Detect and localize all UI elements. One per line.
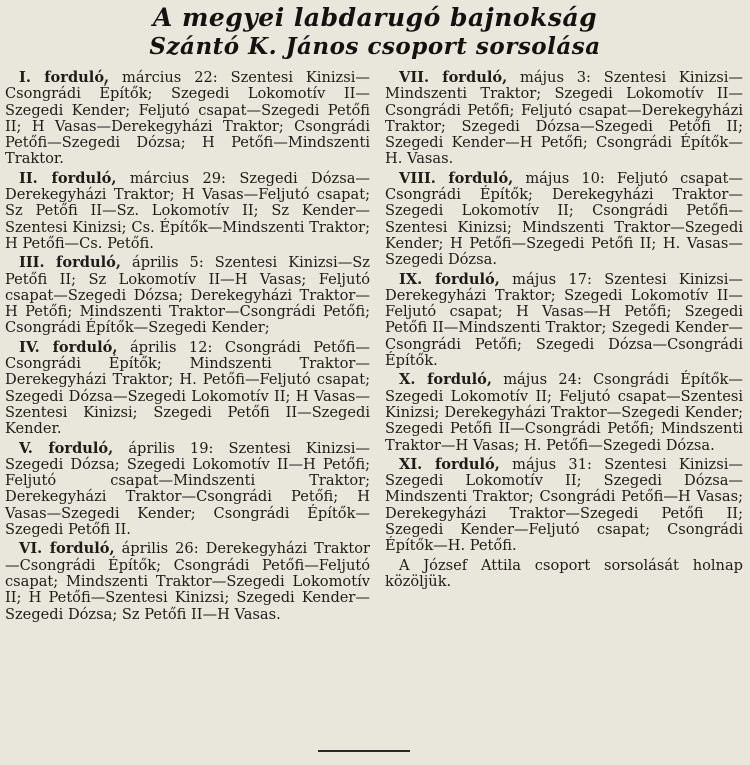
round-3 bbox=[5, 255, 370, 336]
round-4 bbox=[5, 340, 370, 438]
round-label: VII. forduló, bbox=[399, 69, 508, 86]
round-fixtures: március 22: Szentesi Kinizsi—Csongrádi Építők; Szegedi Lokomotív II—Szegedi Kender; Feljutó csapat—Szegedi Petőfi II; H Vasas—Derekegyházi Traktor; Csongrádi Petőfi—Szegedi Dózsa; H Petőfi—Mindszenti Traktor. bbox=[5, 69, 370, 168]
round-fixtures: április 26: Derekegyházi Traktor—Csongrádi Építők; Csongrádi Petőfi—Feljutó csapat; Mindszenti Traktor—Szegedi Lokomotív II; H Petőfi—Szentesi Kinizsi; Szegedi Kender—Szegedi Dózsa; Sz Petőfi II—H Vasas. bbox=[5, 540, 371, 623]
round-fixtures: május 10: Feljutó csapat—Csongrádi Építők; Derekegyházi Traktor—Szegedi Lokomotív II; Csongrádi Petőfi—Szentesi Kinizsi; Mindszenti Traktor—Szegedi Kender; H Petőfi—Szegedi Petőfi II; H. Vasas—Szegedi Dózsa. bbox=[385, 169, 743, 269]
round-1 bbox=[5, 70, 370, 168]
round-fixtures: május 24: Csongrádi Építők—Szegedi Lokomotív II; Feljutó csapat—Szentesi Kinizsi; Derekegyházi Traktor—Szegedi Kender; Szegedi Petőfi II—Csongrádi Petőfi; Mindszenti Traktor—H Vasas; H. Petőfi—Szegedi Dózsa. bbox=[385, 371, 743, 454]
round-label: VI. forduló, bbox=[19, 540, 115, 558]
round-label: II. forduló, bbox=[19, 169, 117, 187]
round-label: X. forduló, bbox=[399, 371, 492, 389]
round-9 bbox=[385, 272, 743, 370]
round-10 bbox=[385, 372, 743, 453]
round-fixtures: április 12: Csongrádi Petőfi—Csongrádi Építők; Mindszenti Traktor—Derekegyházi Traktor; H. Petőfi—Feljutó csapat; Szegedi Dózsa—Szegedi Lokomotív II; H Vasas—Szentesi Kinizsi; Szegedi Petőfi II—Szegedi Kender. bbox=[5, 338, 370, 438]
round-label: V. forduló, bbox=[19, 439, 114, 457]
round-fixtures: május 31: Szentesi Kinizsi—Szegedi Lokomotív II; Szegedi Dózsa—Mindszenti Traktor; Csongrádi Petőfi—H Vasas; Derekegyházi Traktor—Szegedi Petőfi II; Szegedi Kender—Feljutó csapat; Csongrádi Építők—H. Petőfi. bbox=[385, 455, 743, 555]
round-label: XI. forduló, bbox=[399, 455, 500, 473]
round-11 bbox=[385, 457, 743, 555]
round-fixtures: május 17: Szentesi Kinizsi—Derekegyházi Traktor; Szegedi Lokomotív II—Feljutó csapat; H Vasas—H Petőfi; Szegedi Petőfi II—Mindszenti Traktor; Szegedi Kender—Csongrádi Petőfi; Szegedi Dózsa—Csongrádi Építők. bbox=[385, 270, 743, 370]
round-label: I. forduló, bbox=[19, 69, 110, 86]
round-7 bbox=[385, 70, 743, 168]
round-fixtures: május 3: Szentesi Kinizsi—Mindszenti Traktor; Szegedi Lokomotív II—Csongrádi Petőfi; Feljutó csapat—Derekegyházi Traktor; Szegedi Dózsa—Szegedi Petőfi II; Szegedi Kender—H Petőfi; Csongrádi Építők—H. Vasas. bbox=[385, 69, 744, 168]
round-8 bbox=[385, 171, 743, 269]
round-6 bbox=[5, 541, 370, 622]
column-left bbox=[5, 70, 370, 626]
round-fixtures: április 19: Szentesi Kinizsi—Szegedi Dózsa; Szegedi Lokomotív II—H Petőfi; Feljutó csapat—Mindszenti Traktor; Derekegyházi Traktor—Csongrádi Petőfi; H Vasas—Szegedi Kender; Csongrádi Építők—Szegedi Petőfi II. bbox=[5, 439, 370, 539]
round-label: IX. forduló, bbox=[399, 270, 500, 288]
round-5 bbox=[5, 441, 370, 539]
headline-subtitle: Szántó K. János csoport sorsolása bbox=[149, 33, 601, 60]
round-fixtures: április 5: Szentesi Kinizsi—Sz Petőfi II; Sz Lokomotív II—H Vasas; Feljutó csapat—Szegedi Dózsa; Derekegyházi Traktor—H Petőfi; Mindszenti Traktor—Csongrádi Petőfi; Csongrádi Építők—Szegedi Kender; bbox=[5, 254, 370, 337]
headline-title: A megyei labdarugó bajnokság bbox=[152, 3, 598, 32]
bottom-divider bbox=[318, 750, 410, 752]
closing-note: A József Attila csoport sorsolását holnap közöljük. bbox=[385, 556, 743, 590]
round-label: III. forduló, bbox=[19, 254, 121, 272]
column-right bbox=[385, 70, 743, 593]
round-2 bbox=[5, 171, 370, 252]
round-fixtures: március 29: Szegedi Dózsa—Derekegyházi Traktor; H Vasas—Feljutó csapat; Sz Petőfi II—Sz. Lokomotív II; Sz Kender—Szentesi Kinizsi; Cs. Építők—Mindszenti Traktor; H Petőfi—Cs. Petőfi. bbox=[5, 169, 370, 252]
round-label: VIII. forduló, bbox=[399, 169, 514, 187]
round-label: IV. forduló, bbox=[19, 338, 118, 356]
